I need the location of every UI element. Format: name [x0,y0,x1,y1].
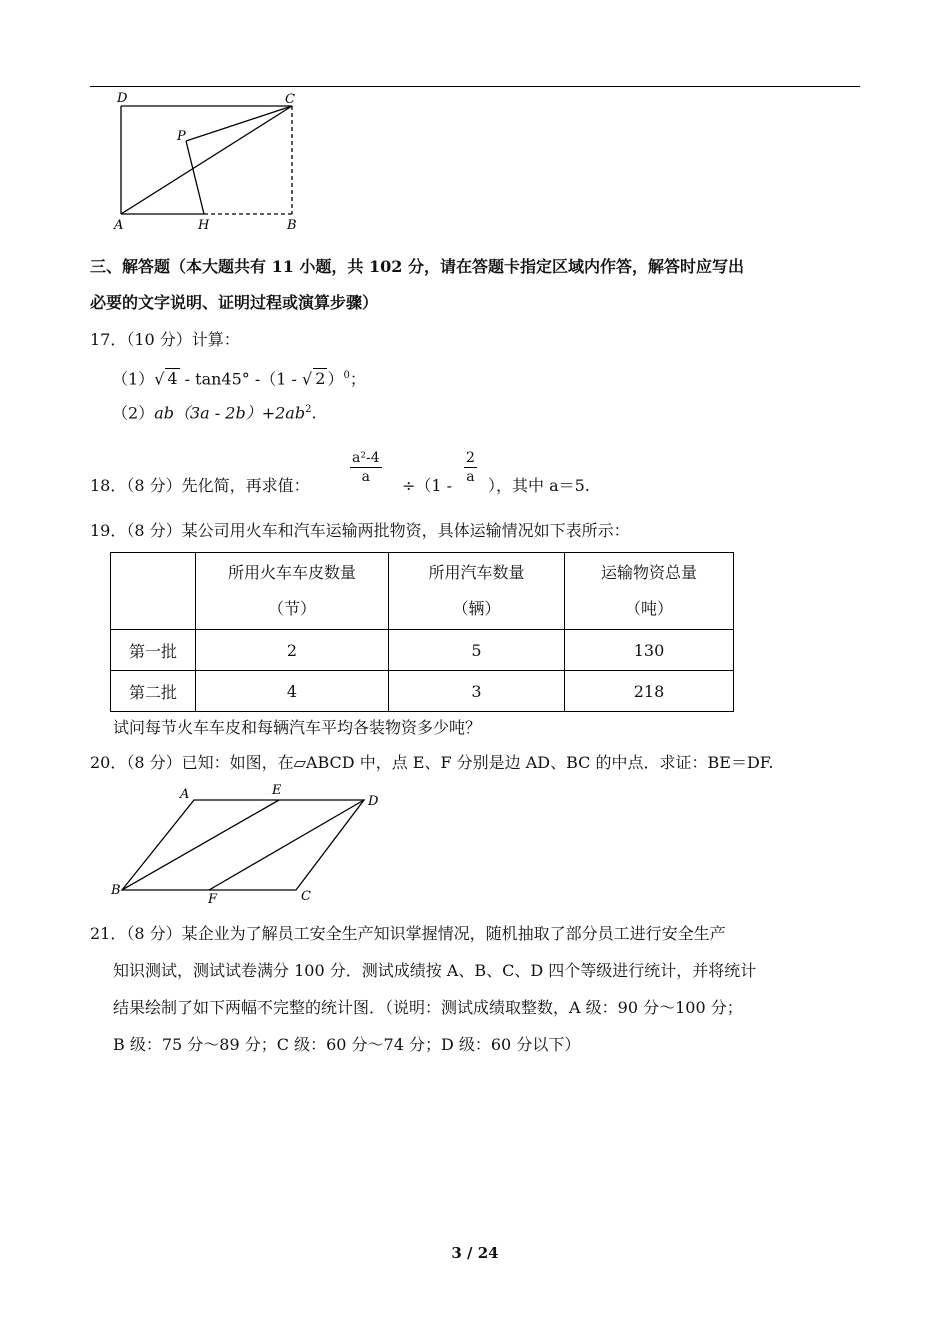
table-row [111,630,734,671]
table-header-cell [196,553,389,630]
table-cell: 130 [565,630,734,671]
table-cell: 3 [389,671,565,712]
q18-frac2-num: 2 [466,450,475,466]
q18-fraction1 [350,449,382,486]
q20-head: 20．（8 分）已知：如图，在▱ABCD 中，点 E、F 分别是边 AD、BC 的中点．求证：BE＝DF. [90,753,774,772]
table-header-row [111,553,734,630]
section-heading-line1: 三、解答题（本大题共有 11 小题，共 102 分，请在答题卡指定区域内作答，解答时应写出 [90,257,744,276]
q17-p1-sqrt2: 2 [315,369,326,389]
top-rule [90,86,860,87]
header-train-l2: （节） [267,599,316,618]
label-b: B [287,218,297,233]
table-header-cell [111,553,196,630]
q17-p2-prefix: （2） [112,403,155,423]
page-number: 3 / 24 [451,1244,499,1262]
table-cell: 4 [196,671,389,712]
q17-p1-prefix: （1） [112,369,155,389]
segment-ac [121,106,292,214]
figure-parallelogram-abcd [108,780,388,905]
q17-p1-suffix: ） [327,369,344,389]
header-truck-l1: 所用汽车数量 [428,563,525,582]
sqrt-sign-2: √ [302,369,313,389]
q17-p1-exp: 0 [343,370,350,381]
label-c: C [301,889,311,904]
table-cell: 2 [196,630,389,671]
segment-ph [186,141,204,214]
table-header-cell [565,553,734,630]
label-p: P [177,129,186,144]
q17-part1 [112,366,366,389]
q17-p1-mid: - tan45° -（1 - [179,369,303,389]
header-truck-l2: （辆） [452,599,501,618]
transport-table [110,552,734,712]
q19-head: 19．（8 分）某公司用火车和汽车运输两批物资，具体运输情况如下表所示： [90,521,630,540]
q17-p2-end: . [311,403,317,423]
table-cell: 5 [389,630,565,671]
label-f: F [208,892,218,905]
label-b: B [111,883,121,898]
q17-p1-end: ； [349,369,366,389]
q18-fraction2 [464,449,477,486]
q18-head: 18．（8 分）先化简，再求值： [90,476,310,495]
q18-operator: ÷（1 - [402,476,453,495]
q18-frac1-num: a²-4 [352,450,380,466]
header-total-l1: 运输物资总量 [600,563,697,582]
segment-pc [186,106,292,141]
q19-question: 试问每节火车车皮和每辆汽车平均各装物资多少吨？ [113,718,482,737]
q17-part2 [112,400,317,423]
segment-be [122,800,279,890]
q21-line1: 21．（8 分）某企业为了解员工安全生产知识掌握情况，随机抽取了部分员工进行安全生产 [90,924,726,943]
row-label: 第一批 [111,630,196,671]
q17-p2-body: ab（3a - 2b）+2ab [154,403,306,423]
section-heading-line2: 必要的文字说明、证明过程或演算步骤） [90,293,379,312]
q21-line3: 结果绘制了如下两幅不完整的统计图．（说明：测试成绩取整数，A 级：90 分～100 分； [113,998,743,1017]
q18-frac2-den: a [466,469,475,485]
q21-line2: 知识测试，测试试卷满分 100 分．测试成绩按 A、B、C、D 四个等级进行统计，并将统计 [113,961,757,980]
figure-rectangle-abcd [105,88,315,233]
parallelogram-outline [122,800,364,890]
q18-tail: ），其中 a＝5. [488,476,590,495]
header-total-l2: （吨） [624,599,673,618]
q21-line4: B 级：75 分～89 分；C 级：60 分～74 分；D 级：60 分以下） [113,1035,581,1054]
label-c: C [285,92,295,107]
table-header-cell [389,553,565,630]
label-d: D [117,91,128,106]
sqrt-sign: √ [154,369,165,389]
table-cell: 218 [565,671,734,712]
q17-p1-sqrt1: 4 [167,369,178,389]
label-e: E [272,783,282,798]
table-row [111,671,734,712]
segment-df [209,800,364,890]
label-a: A [114,218,124,233]
row-label: 第二批 [111,671,196,712]
q18-frac1-den: a [361,469,370,485]
q17-head: 17．（10 分）计算： [90,330,240,349]
label-d: D [368,794,379,809]
q17-p2-exp: 2 [305,404,312,415]
header-train-l1: 所用火车车皮数量 [227,563,356,582]
label-a: A [180,787,190,802]
label-h: H [198,218,210,233]
